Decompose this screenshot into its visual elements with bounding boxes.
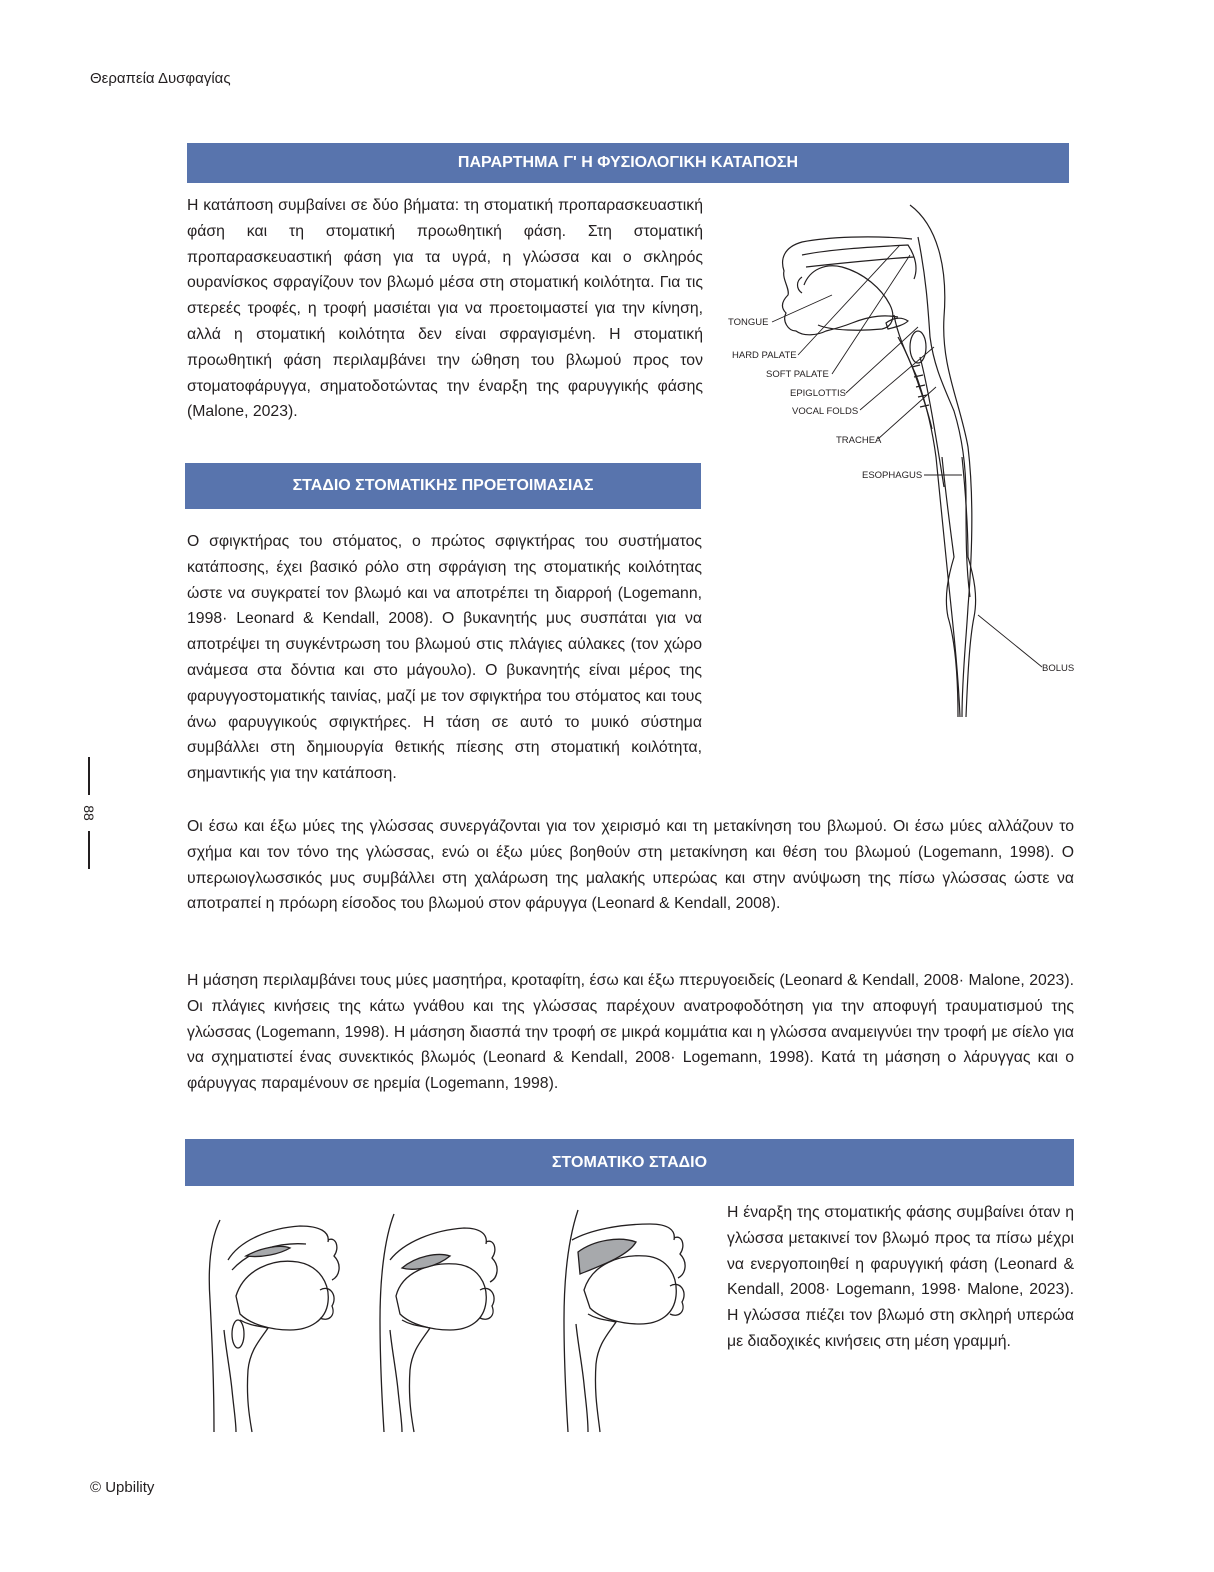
larynx-cartilage [910, 331, 926, 363]
tongue-muscles-paragraph: Οι έσω και έξω μύες της γλώσσας συνεργάζονται για τον χειρισμό και τη μετακίνηση του βλωμού. Οι έσω μύες αλλάζουν το σχήμα και τον τόνο της γλώσσας, ενώ οι έξω μύες βοηθούν στη μετακίνηση και θέση του βλωμού (Logemann, 1998). Ο υπερωιογλωσσικός μυς συμβάλλει στη χαλάρωση της μαλακής υπερώας και στην ανύψωση της πίσω γλώσσας ώστε να αποτραπεί η πρόωρη είσοδος του βλωμού στον φάρυγγα (Leonard & Kendall, 2008). [187, 818, 1074, 913]
vocal-folds-leader [860, 347, 934, 410]
tongue-leader [772, 295, 832, 322]
chewing-paragraph: Η μάσηση περιλαμβάνει τους μύες μασητήρα, κροταφίτη, έσω και έξω πτερυγοειδείς (Leonard & Kendall, 2008· Malone, 2023). Οι πλάγιες κινήσεις της κάτω γνάθου και της γλώσσας παρέχουν ανατροφοδότηση για την αποφυγή τραυματισμού της γλώσσας (Logemann, 1998). Η μάσηση διασπά την τροφή σε μικρά κομμάτια και η γλώσσα αναμειγνύει την τροφή με σίελο για να σχηματιστεί ένας συνεκτικός βλωμός (Leonard & Kendall, 2008· Logemann, 1998). Κατά τη μάσηση ο λάρυγγας και ο φάρυγγας παραμένουν σε ηρεμία (Logemann, 1998). [187, 972, 1074, 1093]
oral-phase-paragraph: Η έναρξη της στοματικής φάσης συμβαίνει όταν η γλώσσα μετακινεί τον βλωμό προς τα πίσω μέχρι να ενεργοποιηθεί η φαρυγγική φάση (Leonard & Kendall, 2008· Logemann, 1998· Malone, 2023). Η γλώσσα πιέζει τον βλωμό στη σκληρή υπερώα με διαδοχικές κινήσεις στη μέση γραμμή. [727, 1204, 1074, 1350]
running-header: Θεραπεία Δυσφαγίας [90, 70, 231, 87]
palate-line [806, 257, 914, 267]
oral-stage-sequence-figure [180, 1200, 715, 1436]
panel-2 [380, 1214, 497, 1432]
label-bolus: BOLUS [1042, 663, 1075, 674]
sphincter-paragraph: Ο σφιγκτήρας του στόματος, ο πρώτος σφιγκτήρας του συστήματος κατάποσης, έχει βασικό ρόλο στη σφράγιση της στοματικής κοιλότητας ώστε να συγκρατεί τον βλωμό και να αποτρέπει τη διαρροή (Logemann, 1998· Leonard & Kendall, 2008). Ο βυκανητής μυς συσπάται για να αποτρέψει τη συγκέντρωση του βλωμού στις πλάγιες αύλακες (τον χώρο ανάμεσα στα δόντια και στο μάγουλο). Ο βυκανητής είναι μέρος της φαρυγγοστοματικής ταινίας, μαζί με τον σφιγκτήρα του στόματος και τους άνω φαρυγγικούς σφιγκτήρες. Η τάση σε αυτό το μυικό σύστημα συμβάλλει στη δημιουργία θετικής πίεσης στη στοματική κοιλότητα, σημαντικής για την κατάποση. [187, 533, 702, 783]
oral-prep-title-band [185, 463, 701, 509]
oral-prep-title: ΣΤΑΔΙΟ ΣΤΟΜΑΤΙΚΗΣ ΠΡΟΕΤΟΙΜΑΣΙΑΣ [292, 477, 594, 494]
tongue-outline [804, 266, 893, 330]
footer-copyright: © Upbility [90, 1479, 155, 1496]
oral-stage-title: ΣΤΟΜΑΤΙΚΟ ΣΤΑΔΙΟ [551, 1153, 708, 1171]
page-number-marker [76, 757, 102, 869]
page-number-rule-top [88, 757, 90, 795]
hard-palate-leader [798, 245, 900, 355]
bolus-leader [978, 615, 1042, 667]
oral-stage-title-band [185, 1139, 1074, 1186]
larynx-front [898, 337, 932, 429]
label-soft-palate: SOFT PALATE [766, 369, 829, 380]
label-trachea: TRACHEA [836, 435, 882, 446]
label-esophagus: ESOPHAGUS [862, 470, 923, 481]
label-epiglottis: EPIGLOTTIS [790, 388, 846, 399]
appendix-title-band [187, 143, 1069, 183]
page-number-rule-bottom [88, 831, 90, 869]
page-number: 88 [81, 805, 97, 821]
soft-palate-leader [832, 255, 910, 374]
swallowing-anatomy-figure [722, 197, 1082, 722]
panel-1-bolus [246, 1246, 290, 1256]
appendix-title: ΠΑΡΑΡΤΗΜΑ Γ' Η ΦΥΣΙΟΛΟΓΙΚΗ ΚΑΤΑΠΟΣΗ [457, 154, 799, 171]
upper-lip [798, 277, 803, 293]
esophagus-left [942, 457, 958, 717]
label-tongue: TONGUE [728, 317, 769, 328]
panel-2-bolus [402, 1255, 450, 1270]
label-hard-palate: HARD PALATE [732, 350, 797, 361]
intro-paragraph: Η κατάποση συμβαίνει σε δύο βήματα: τη στοματική προπαρασκευαστική φάση και τη στοματική προωθητική φάση. Στη στοματική προπαρασκευαστική φάση για τα υγρά, η γλώσσα και ο σκληρός ουρανίσκος σφραγίζουν τον βλωμό μέσα στη στοματική κοιλότητα. Για τις στερεές τροφές, η τροφή μασιέται για να προετοιμαστεί για την κίνηση, αλλά η στοματική κοιλότητα δεν είναι σφραγισμένη. Η στοματική προωθητική φάση περιλαμβάνει την ώθηση του βλωμού προς τον στοματοφάρυγγα, σηματοδοτώντας την έναρξη της φαρυγγικής φάσης (Malone, 2023). [187, 197, 703, 421]
label-vocal-folds: VOCAL FOLDS [792, 406, 859, 417]
